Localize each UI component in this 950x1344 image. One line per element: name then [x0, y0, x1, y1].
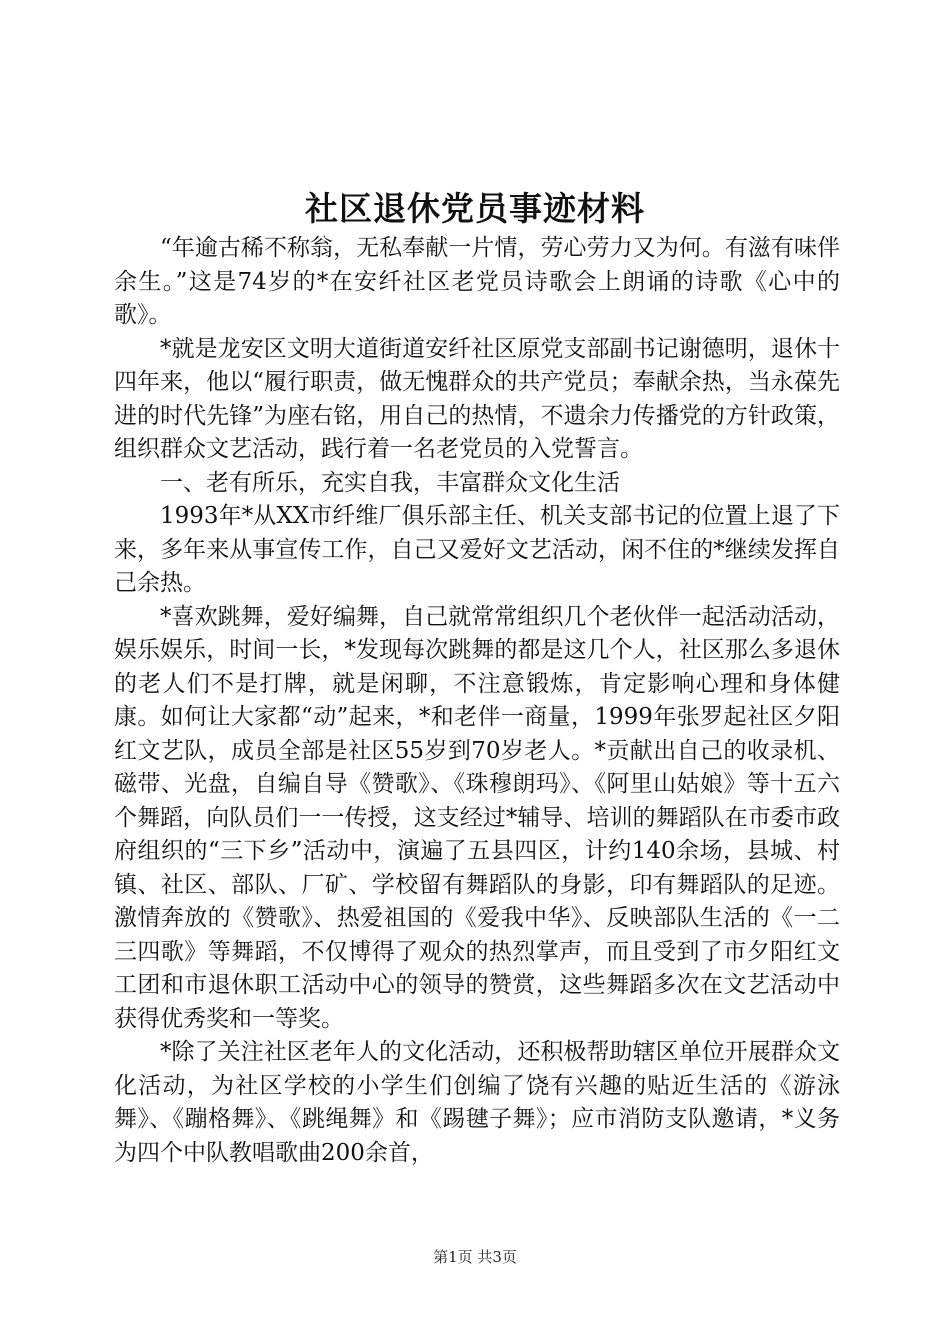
- paragraph-poem-intro: “年逾古稀不称翁，无私奉献一片情，劳心劳力又为何。有滋有味伴余生。”这是74岁的*在安纤社区老党员诗歌会上朗诵的诗歌《心中的歌》。: [114, 235, 840, 328]
- page-number-footer: 第1页 共3页: [433, 1248, 517, 1266]
- paragraph-retirement: 1993年*从XX市纤维厂俱乐部主任、机关支部书记的位置上退了下来，多年来从事宣传工作，自己又爱好文艺活动，闲不住的*继续发挥自己余热。: [114, 503, 840, 596]
- paragraph-dance-team: *喜欢跳舞，爱好编舞，自己就常常组织几个老伙伴一起活动活动，娱乐娱乐，时间一长，*发现每次跳舞的都是这几个人，社区那么多退休的老人们不是打牌，就是闲聊，不注意锻炼，肯定影响心理和身体健康。如何让大家都“动”起来，*和老伴一商量，1999年张罗起社区夕阳红文艺队，成员全部是社区55岁到70岁老人。*贡献出自己的收录机、磁带、光盘，自编自导《赞歌》、《珠穆朗玛》、《阿里山姑娘》等十五六个舞蹈，向队员们一一传授，这支经过*辅导、培训的舞蹈队在市委市政府组织的“三下乡”活动中，演遍了五县四区，计约140余场，县城、村镇、社区、部队、厂矿、学校留有舞蹈队的身影，印有舞蹈队的足迹。激情奔放的《赞歌》、热爱祖国的《爱我中华》、反映部队生活的《一二三四歌》等舞蹈，不仅博得了观众的热烈掌声，而且受到了市夕阳红文工团和市退休职工活动中心的领导的赞赏，这些舞蹈多次在文艺活动中获得优秀奖和一等奖。: [114, 603, 840, 1032]
- page-title: 社区退休党员事迹材料: [305, 189, 645, 228]
- document-body: [114, 232, 840, 1170]
- section-heading-1: 一、老有所乐，充实自我，丰富群众文化生活: [160, 469, 620, 496]
- paragraph-community-activities: *除了关注社区老年人的文化活动，还积极帮助辖区单位开展群众文化活动，为社区学校的小学生们创编了饶有兴趣的贴近生活的《游泳舞》、《蹦格舞》、《跳绳舞》和《踢毽子舞》；应市消防支队邀请，*义务为四个中队教唱歌曲200余首，: [114, 1039, 840, 1166]
- paragraph-introduction: *就是龙安区文明大道街道安纤社区原党支部副书记谢德明，退休十四年来，他以“履行职责，做无愧群众的共产党员；奉献余热，当永葆先进的时代先锋”为座右铭，用自己的热情，不遗余力传播党的方针政策，组织群众文艺活动，践行着一名老党员的入党誓言。: [114, 335, 840, 462]
